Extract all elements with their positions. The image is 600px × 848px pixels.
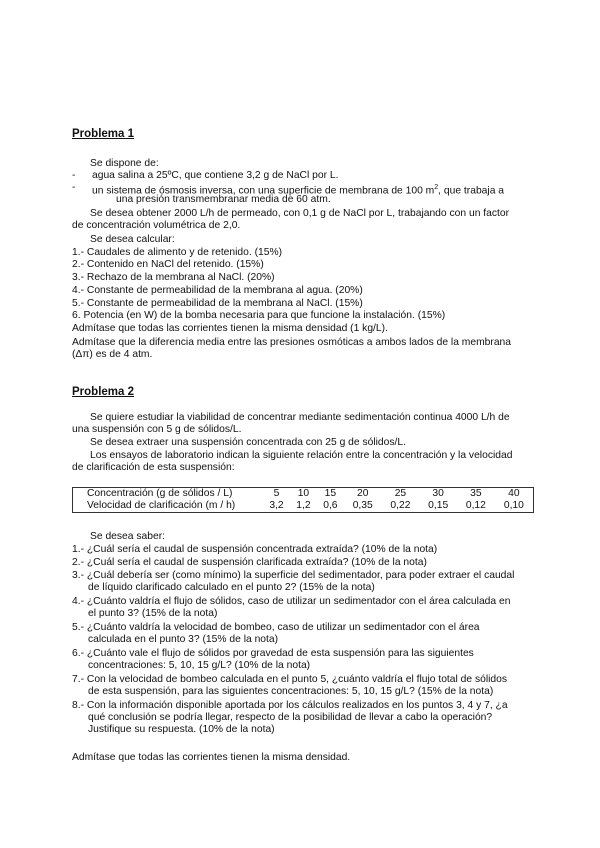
p2-question-8-cont2: Justifique su respuesta. (10% de la nota) <box>88 724 275 735</box>
p2-question-2: 2.- ¿Cuál sería el caudal de suspensión clarificada extraída? (10% de la nota) <box>72 557 427 568</box>
table-cell: 0,15 <box>428 500 449 511</box>
p2-question-1: 1.- ¿Cuál sería el caudal de suspensión concentrada extraída? (10% de la nota) <box>72 544 438 555</box>
p1-bullet-2-cont: una presión transmembranar media de 60 atm. <box>116 194 331 205</box>
p2-saber: Se desea saber: <box>90 531 165 542</box>
p2-intro-2: una suspensión con 5 g de sólidos/L. <box>72 424 242 435</box>
table-cell: 0,35 <box>352 500 373 511</box>
table-cell: 35 <box>470 488 482 499</box>
p2-question-4: 4.- ¿Cuánto valdría el flujo de sólidos, caso de utilizar un sedimentador con el área calculada en <box>72 596 511 607</box>
p1-assume-3: (Δπ) es de 4 atm. <box>72 349 153 360</box>
p2-intro-4: Los ensayos de laboratorio indican la siguiente relación entre la concentración y la velocidad <box>90 450 513 461</box>
p1-question-5: 5.- Constante de permeabilidad de la membrana al NaCl. (15%) <box>72 298 363 309</box>
table-cell: 0,12 <box>465 500 486 511</box>
p1-question-3: 3.- Rechazo de la membrana al NaCl. (20%) <box>72 272 275 283</box>
p1-question-6: 6. Potencia (en W) de la bomba necesaria para que funcione la instalación. (15%) <box>72 310 446 321</box>
table-cell: 10 <box>297 488 310 499</box>
p2-question-7-cont: de esta suspensión, para las siguientes concentraciones: 5, 10, 15 g/L? (15% de la nota) <box>88 686 494 697</box>
table-row-label: Velocidad de clarificación (m / h) <box>87 500 236 511</box>
p1-obtener-cont: de concentración volumétrica de 2,0. <box>72 220 241 231</box>
p2-question-8: 8.- Con la información disponible aportada por los cálculos realizados en los puntos 3, 4 y 7, ¿a <box>72 700 508 711</box>
p1-dispone: Se dispone de: <box>90 158 159 169</box>
p1-assume-1: Admítase que todas las corrientes tienen la misma densidad (1 kg/L). <box>72 323 388 334</box>
table-cell: 3,2 <box>269 500 284 511</box>
table-cell: 25 <box>394 488 407 499</box>
p2-intro-3: Se desea extraer una suspensión concentrada con 25 g de sólidos/L. <box>90 437 406 448</box>
table-cell: 15 <box>324 488 337 499</box>
p2-question-4-cont: el punto 3? (15% de la nota) <box>88 608 218 619</box>
table-row <box>73 500 534 513</box>
p1-question-4: 4.- Constante de permeabilidad de la membrana al agua. (20%) <box>72 285 363 296</box>
p2-intro-5: de clarificación de esta suspensión: <box>72 462 235 473</box>
table-cell: 40 <box>508 488 520 499</box>
table-cell: 0,22 <box>390 500 411 511</box>
p2-question-3: 3.- ¿Cuál debería ser (como mínimo) la superficie del sedimentador, para poder extraer el caudal <box>72 570 515 581</box>
p2-question-7: 7.- Con la velocidad de bombeo calculada en el punto 5, ¿cuánto valdría el flujo total de sólidos <box>72 674 508 685</box>
p2-question-6: 6.- ¿Cuánto vale el flujo de sólidos por gravedad de esta suspensión para las siguientes <box>72 648 474 659</box>
p2-question-6-cont: concentraciones: 5, 10, 15 g/L? (10% de la nota) <box>88 660 311 671</box>
table-cell: 0,6 <box>323 500 338 511</box>
p1-assume-2: Admítase que la diferencia media entre las presiones osmóticas a ambos lados de la membrana <box>72 337 511 348</box>
p2-question-3-cont: de líquido clarificado calculado en el punto 2? (15% de la nota) <box>88 582 375 593</box>
p1-question-2: 2.- Contenido en NaCl del retenido. (15%) <box>72 259 264 270</box>
table-cell: 20 <box>356 488 369 499</box>
p1-obtener: Se desea obtener 2000 L/h de permeado, con 0,1 g de NaCl por L, trabajando con un factor <box>90 208 510 219</box>
p2-question-5: 5.- ¿Cuánto valdría la velocidad de bombeo, caso de utilizar un sedimentador con el área <box>72 622 480 633</box>
p1-calcular: Se desea calcular: <box>90 234 175 245</box>
p1-question-1: 1.- Caudales de alimento y de retenido. (15%) <box>72 247 283 258</box>
table-cell: 1,2 <box>296 500 311 511</box>
p2-question-8-cont: qué conclusión se podría llegar, respecto de la posibilidad de llevar a cabo la operación? <box>88 712 493 723</box>
table-cell: 5 <box>273 488 280 499</box>
table-cell: 0,10 <box>503 500 524 511</box>
p2-intro-1: Se quiere estudiar la viabilidad de concentrar mediante sedimentación continua 4000 L/h de <box>90 412 510 423</box>
p2-assume: Admítase que todas las corrientes tienen la misma densidad. <box>72 752 351 763</box>
p2-question-5-cont: calculada en el punto 3? (15% de la nota) <box>88 634 279 645</box>
problem-2-title: Problema 2 <box>72 386 134 398</box>
table-cell: 30 <box>432 488 444 499</box>
problem-1-title: Problema 1 <box>72 128 134 140</box>
table-row-label: Concentración (g de sólidos / L) <box>87 488 233 499</box>
concentration-velocity-table <box>72 487 534 513</box>
table-row <box>73 488 534 501</box>
